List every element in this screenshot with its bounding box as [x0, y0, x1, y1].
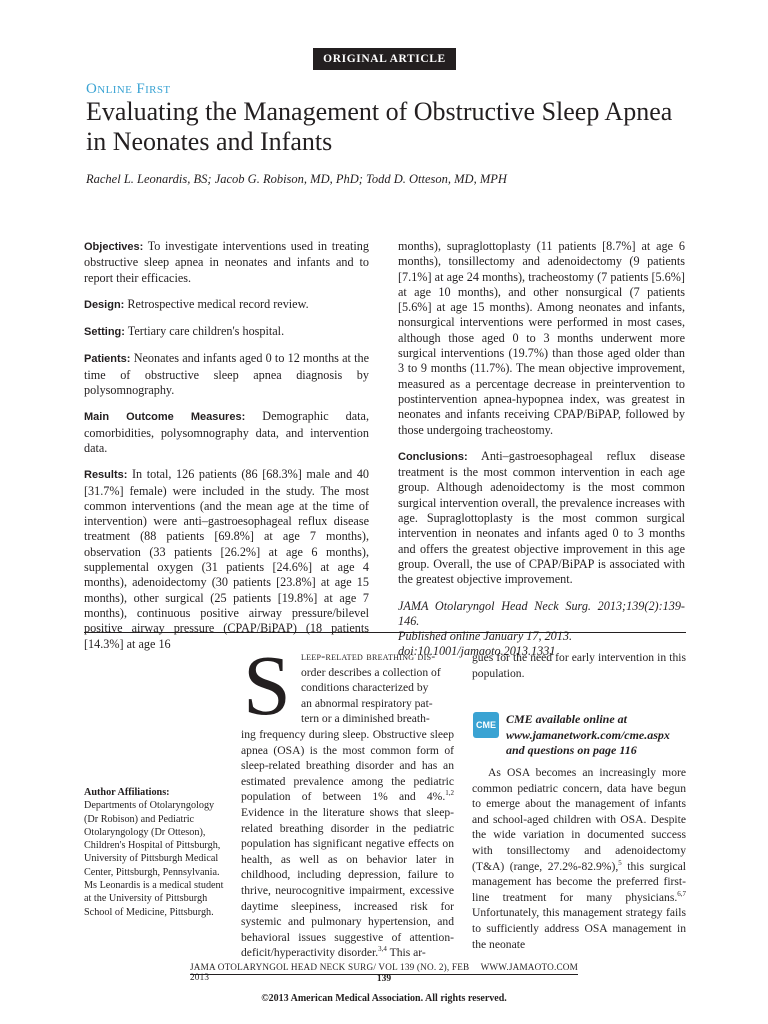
abstract-design — [84, 297, 369, 313]
body-line: tern or a diminished breath- — [301, 712, 430, 726]
lead-in-caps: leep-related breathing dis- — [301, 650, 436, 663]
patients-text: Neonates and infants aged 0 to 12 months at the time of obstructive sleep apnea diagnosis by polysomnography. — [84, 351, 369, 398]
page-number: 139 — [376, 974, 392, 984]
citation-published: Published online January 17, 2013. — [398, 629, 572, 644]
footer-website[interactable]: WWW.JAMAOTO.COM — [480, 962, 578, 972]
conclusions-label: Conclusions: — [398, 450, 468, 463]
author-list: Rachel L. Leonardis, BS; Jacob G. Robison, MD, PhD; Todd D. Otteson, MD, MPH — [86, 172, 507, 186]
affiliations-heading: Author Affiliations: — [84, 787, 170, 798]
abstract-conclusions — [398, 449, 685, 588]
outcome-text: Demographic data, comorbidities, polysomnography data, and intervention data. — [84, 409, 369, 455]
objectives-label: Objectives: — [84, 241, 144, 253]
abstract-results-continued: months), supraglottoplasty (11 patients [8.7%] at age 6 months), tonsillectomy and adenoidectomy (9 patients [7.1%] at age 24 months), tracheostomy (7 patients [5.6%] at age 10 months), and other nonsurgical (7 patients [5.6%] at age 15 months). Among neonates and infants, nonsurgical interventions were performed in most cases, although those aged 0 to 3 months underwent more surgical interventions (19.7%) than those aged older than 3 to 9 months (11.7%). The mean objective improvement, measured as a percentage decrease in preintervention to postintervention apnea-hypopnea index, was greatest in neonates and infants receiving CPAP/BiPAP, followed by those undergoing tracheostomy. — [398, 239, 685, 437]
article-type-banner: ORIGINAL ARTICLE — [313, 48, 456, 70]
body-column-1 — [241, 649, 454, 961]
body-line: conditions characterized by — [301, 681, 429, 695]
outcome-label: Main Outcome Measures: — [84, 411, 246, 424]
abstract-right-column — [398, 239, 685, 671]
body-text: ing frequency during sleep. Obstructive sleep apnea (OSA) is the most common form of sleep-related breathing disorder and has an estimated prevalence among the pediatric population of between 1% and 4%. — [241, 727, 454, 804]
author-affiliations — [84, 786, 226, 919]
body-line: order describes a collection of — [301, 665, 441, 679]
footer-journal: JAMA OTOLARYNGOL HEAD NECK SURG/ VOL 139 (NO. 2), FEB 2013 — [190, 962, 470, 982]
body-text: gues for the need for early intervention in this population. — [472, 651, 686, 680]
article-title: Evaluating the Management of Obstructive Sleep Apnea in Neonates and Infants — [86, 97, 673, 156]
results-text: In total, 126 patients (86 [68.3%] male and 40 [31.7%] female) were included in the study. The most common interventions (and the mean age at the time of intervention) were anti–gastroesophageal reflux disease treatment (88 patients [69.8%] at age 7 months), observation (33 patients [26.2%] at age 6 months), supplemental oxygen (31 patients [24.6%] at age 4 months), adenoidectomy (30 patients [23.8%] at age 15 months), other surgical (25 patients [19.8%] at age 7 months), continuous positive airway pressure/bilevel positive airway pressure (CPAP/BiPAP) (18 patients [14.3%] at age 16 — [84, 467, 370, 651]
affiliations-text: Departments of Otolaryngology (Dr Robison) and Pediatric Otolaryngology (Dr Otteson), Children's Hospital of Pittsburgh, University of Pittsburgh Medical Center, Pittsburgh, Pennsylvania. Ms Leonardis is a medical student at the University of Pittsburgh School of Medicine, Pittsburgh. — [84, 800, 224, 918]
section-divider — [84, 632, 686, 633]
online-first-label: Online First — [86, 81, 171, 97]
drop-cap: S — [243, 637, 291, 733]
abstract-left-column — [84, 239, 369, 663]
setting-text: Tertiary care children's hospital. — [127, 324, 285, 339]
objectives-text: To investigate interventions used in treating obstructive sleep apnea in neonates and infants and to report their efficacies. — [84, 239, 369, 285]
reference-marker[interactable]: 1,2 — [445, 789, 454, 798]
results-label: Results: — [84, 469, 128, 482]
body-line: an abnormal respiratory pat- — [301, 696, 433, 710]
body-paragraph — [472, 765, 686, 952]
reference-marker[interactable]: 3,4 — [378, 945, 387, 954]
design-label: Design: — [84, 298, 125, 311]
body-column-2-top — [472, 650, 686, 681]
design-text: Retrospective medical record review. — [127, 296, 309, 311]
citation-journal: JAMA Otolaryngol Head Neck Surg. 2013;139(2):139-146. — [398, 598, 685, 628]
abstract-results — [84, 467, 369, 652]
body-text: As OSA becomes an increasingly more common pediatric concern, data have begun to emerge about the management of infants and school-aged children with OSA. Despite the wide variation in documented success with tonsillectomy and adenoidectomy (T&A) (range, 27.2%-82.9%), — [472, 766, 686, 873]
abstract-objectives — [84, 239, 369, 286]
reference-marker[interactable]: 6,7 — [677, 889, 686, 898]
abstract-setting — [84, 324, 369, 340]
body-column-2 — [472, 765, 686, 952]
conclusions-text: Anti–gastroesophageal reflux disease treatment is the most common intervention in each age group. Although adenoidectomy is the most common surgical intervention overall, the prevalence increases with age. Supraglottoplasty is the most common surgical intervention in neonates and infants aged 0 to 3 months and offers the greatest objective improvement in this age group. Overall, the use of CPAP/BiPAP is associated with the greatest objective improvement. — [398, 448, 686, 587]
body-text: this surgical management has become the preferred first-line treatment for many physicians. — [472, 859, 686, 904]
copyright-notice: ©2013 American Medical Association. All rights reserved. — [261, 993, 507, 1004]
body-text: Evidence in the literature shows that sleep-related breathing disorder in the pediatric population has significant negative effects on health, as well as on behavior later in childhood, including depression, failure to thrive, neurocognitive impairment, excessive daytime sleepiness, increased risk for systemic and pulmonary hypertension, and behavioral issues suggestive of attention-deficit/hyperactivity disorder. — [241, 805, 454, 960]
cme-notice[interactable]: CME available online at www.jamanetwork.com/cme.aspx and questions on page 116 — [506, 712, 670, 757]
abstract-outcome — [84, 409, 369, 456]
body-text: Unfortunately, this management strategy fails to sufficiently address OSA management in the neonate — [472, 906, 686, 951]
setting-label: Setting: — [84, 326, 125, 339]
body-text: This ar- — [389, 946, 426, 960]
patients-label: Patients: — [84, 353, 131, 366]
abstract-patients — [84, 351, 369, 398]
cme-icon: CME — [473, 712, 499, 738]
reference-marker[interactable]: 5 — [618, 858, 622, 867]
citation-doi[interactable]: doi:10.1001/jamaoto.2013.1331 — [398, 644, 556, 659]
